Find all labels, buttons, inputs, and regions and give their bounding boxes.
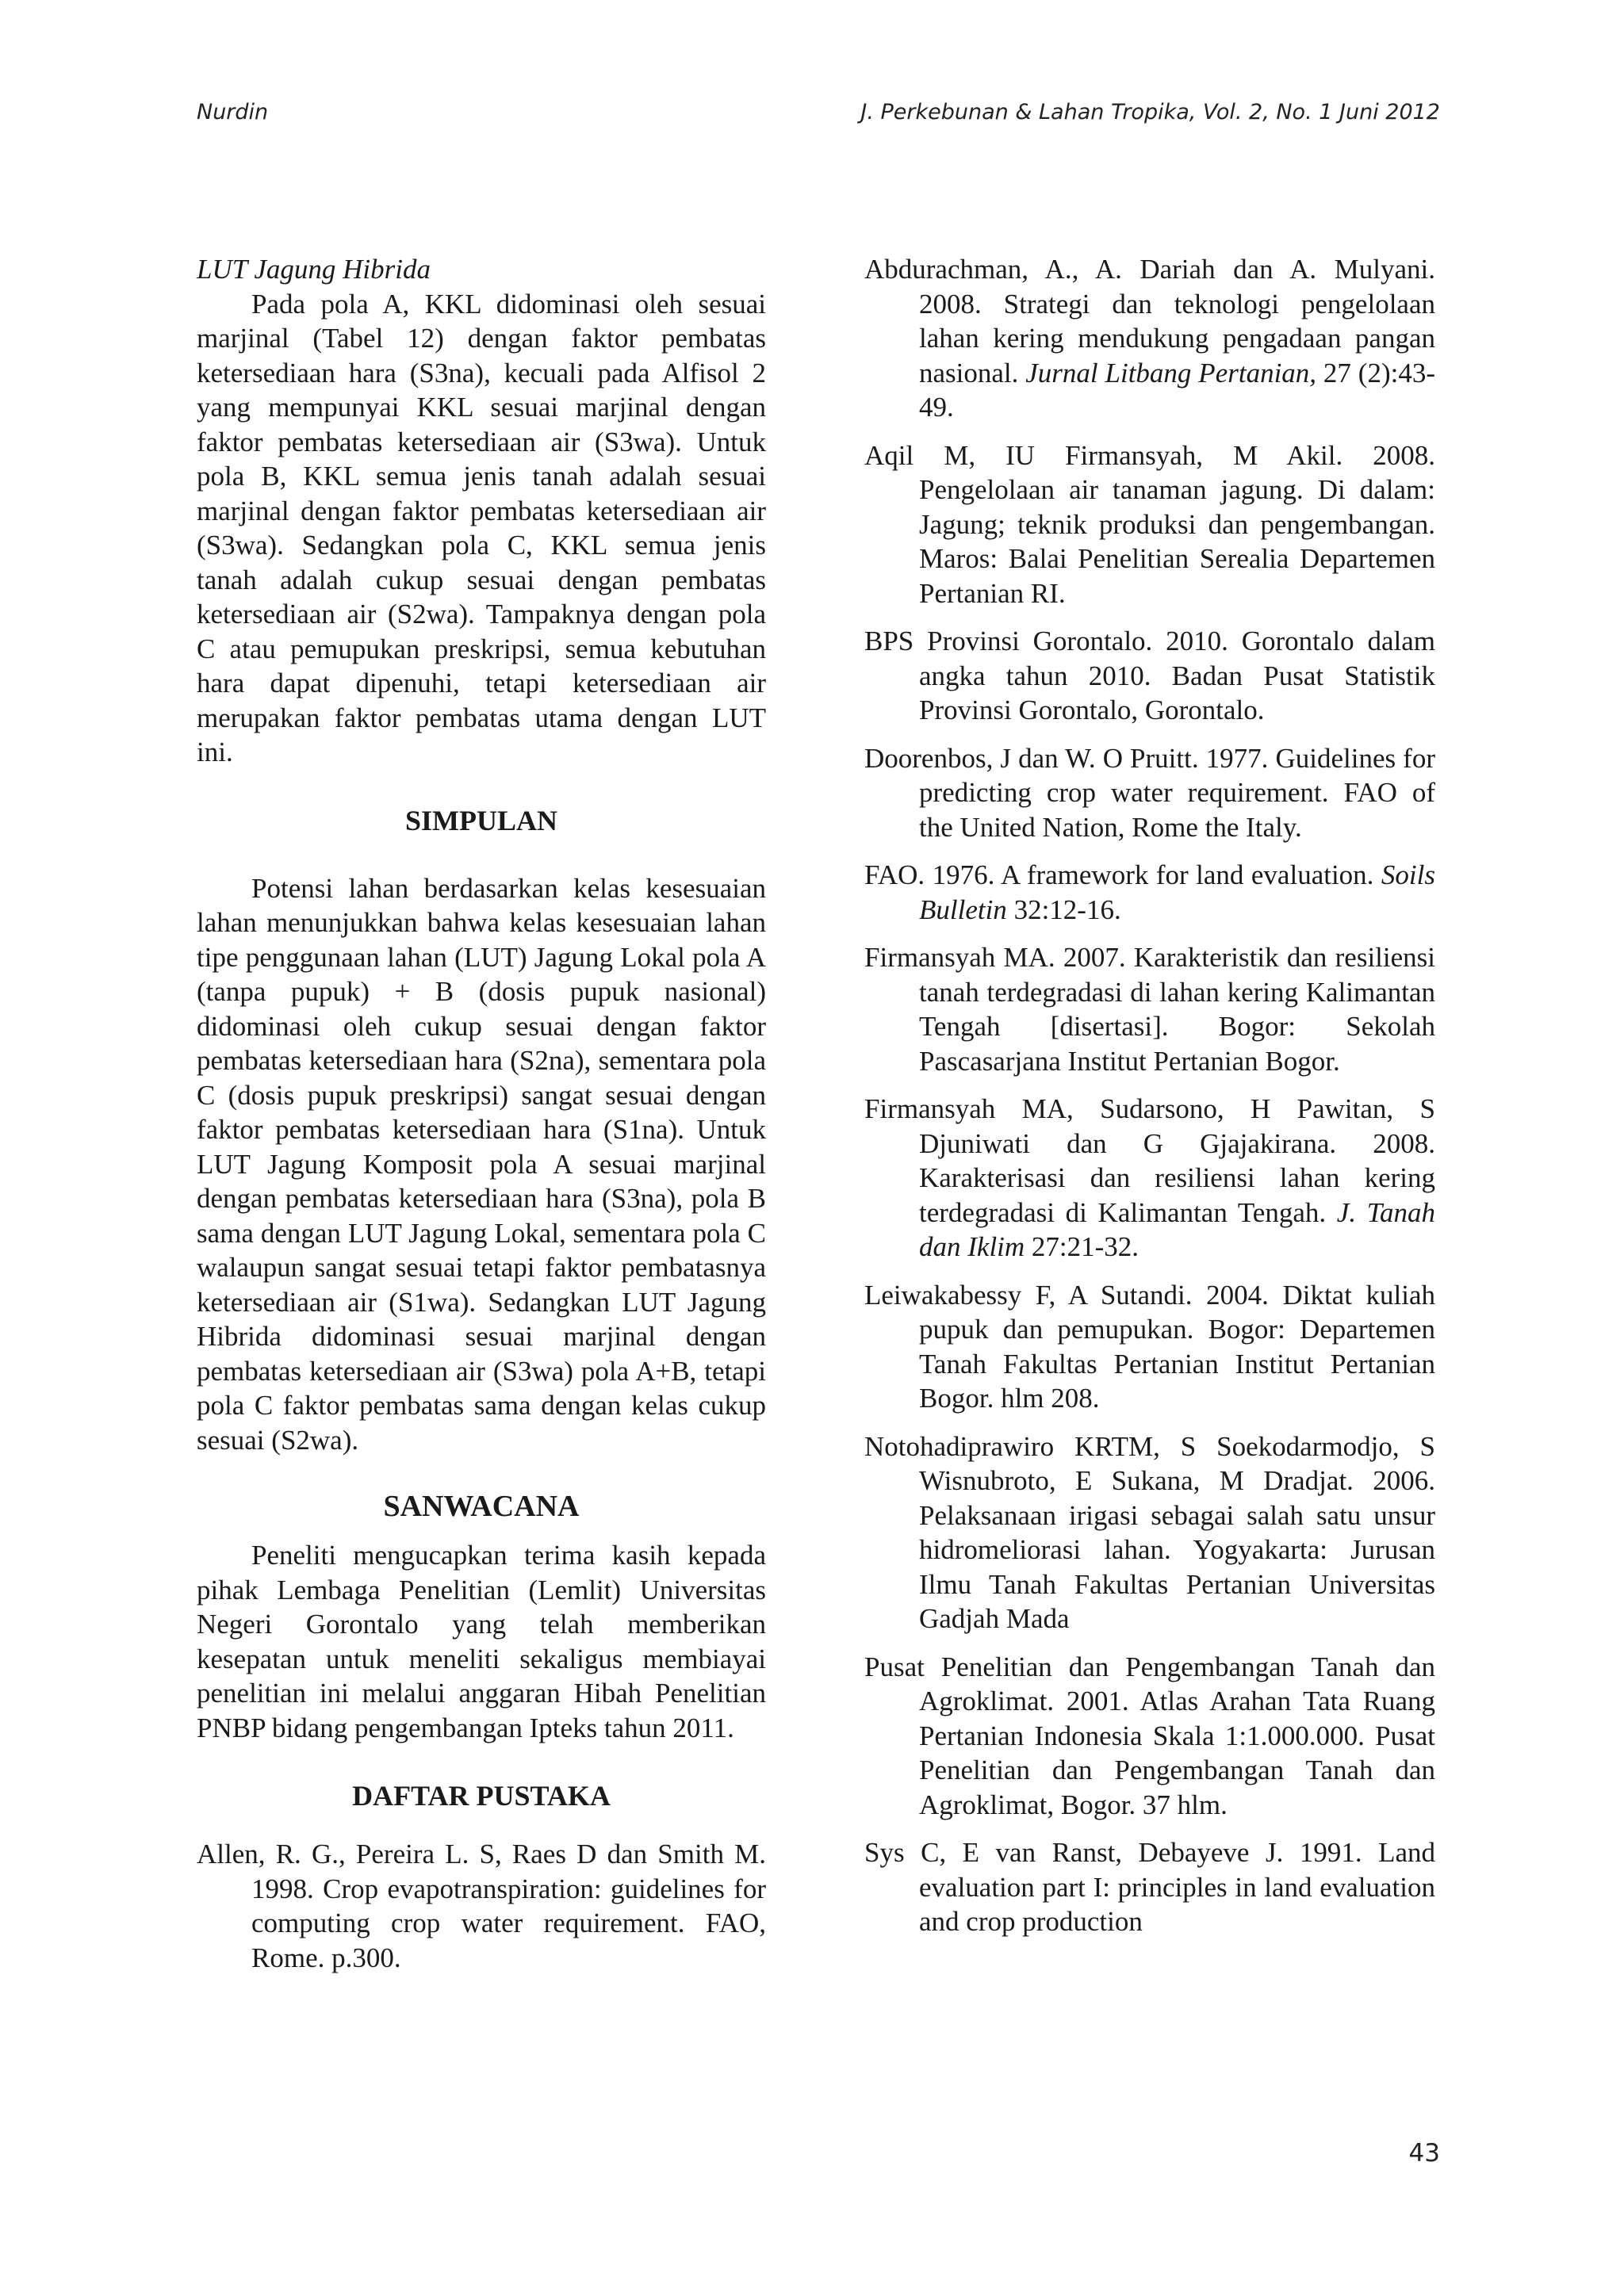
reference-pusat-penelitian: Pusat Penelitian dan Pengembangan Tanah dan Agroklimat. 2001. Atlas Arahan Tata Ruang Pertanian Indonesia Skala 1:1.000.000. Pusat Penelitian dan Pengembangan Tanah dan Agroklimat, Bogor. 37 hlm. [864, 1651, 1435, 1820]
paragraph-jagung-hibrida: Pada pola A, KKL didominasi oleh sesuai marjinal (Tabel 12) dengan faktor pembatas ketersediaan hara (S3na), kecuali pada Alfisol 2 yang mempunyai KKL sesuai marjinal dengan faktor pembatas ketersediaan air (S3wa). Untuk pola B, KKL semua jenis tanah adalah sesuai marjinal dengan faktor pembatas ketersediaan air (S3wa). Sedangkan pola C, KKL semua jenis tanah adalah cukup sesuai dengan pembatas ketersediaan air (S2wa). Tampaknya dengan pola C atau pemupukan preskripsi, semua kebutuhan hara dapat dipenuhi, tetapi ketersediaan air merupakan faktor pembatas utama dengan LUT ini. [197, 288, 766, 767]
reference-leiwakabessy: Leiwakabessy F, A Sutandi. 2004. Diktat kuliah pupuk dan pemupukan. Bogor: Departemen Tanah Fakultas Pertanian Institut Pertanian Bogor. hlm 208. [864, 1279, 1435, 1414]
reference-bps: BPS Provinsi Gorontalo. 2010. Gorontalo dalam angka tahun 2010. Badan Pusat Statistik Provinsi Gorontalo, Gorontalo. [864, 626, 1435, 725]
reference-notohadiprawiro: Notohadiprawiro KRTM, S Soekodarmodjo, S Wisnubroto, E Sukana, M Dradjat. 2006. Pelaksanaan irigasi sebagai salah satu unsur hidromeliorasi lahan. Yogyakarta: Jurusan Ilmu Tanah Fakultas Pertanian Universitas Gadjah Mada [864, 1430, 1435, 1634]
left-column [197, 252, 766, 1988]
ref-fao-journal: Soils Bulletin [919, 859, 1435, 925]
ref-fao-pages: 32:12-16. [1006, 894, 1121, 925]
ref-firmansyah2-journal: J. Tanah dan Iklim [919, 1196, 1435, 1262]
section-title-sanwacana: SANWACANA [383, 1490, 580, 1523]
right-column [864, 252, 1435, 1953]
paragraph-sanwacana: Peneliti mengucapkan terima kasih kepada pihak Lembaga Penelitian (Lemlit) Universitas Negeri Gorontalo yang telah memberikan kesepatan untuk meneliti sekaligus membiayai penelitian ini melalui anggaran Hibah Penelitian PNBP bidang pengembangan Ipteks tahun 2011. [197, 1540, 766, 1743]
ref-firmansyah2-pages: 27:21-32. [1025, 1231, 1139, 1262]
subheading-lut-jagung-hibrida: LUT Jagung Hibrida [197, 254, 431, 285]
running-header-journal: J. Perkebunan & Lahan Tropika, Vol. 2, No. 1 Juni 2012 [860, 100, 1440, 124]
ref-abdurachman-journal: Jurnal Litbang Pertanian, [1025, 357, 1317, 388]
reference-sys: Sys C, E van Ranst, Debayeve J. 1991. Land evaluation part I: principles in land evaluation and crop production [864, 1837, 1435, 1937]
reference-aqil: Aqil M, IU Firmansyah, M Akil. 2008. Pengelolaan air tanaman jagung. Di dalam: Jagung; teknik produksi dan pengembangan. Maros: Balai Penelitian Serealia Departemen Pertanian RI. [864, 439, 1435, 609]
reference-firmansyah-2007: Firmansyah MA. 2007. Karakteristik dan resiliensi tanah terdegradasi di lahan kering Kalimantan Tengah [disertasi]. Bogor: Sekolah Pascasarjana Institut Pertanian Bogor. [864, 942, 1435, 1077]
section-title-daftar-pustaka: DAFTAR PUSTAKA [352, 1780, 611, 1812]
paragraph-simpulan: Potensi lahan berdasarkan kelas kesesuaian lahan menunjukkan bahwa kelas kesesuaian lahan tipe penggunaan lahan (LUT) Jagung Lokal pola A (tanpa pupuk) + B (dosis pupuk nasional) didominasi oleh cukup sesuai dengan faktor pembatas ketersediaan hara (S2na), sementara pola C (dosis pupuk preskripsi) sangat sesuai dengan faktor pembatas ketersediaan hara (S1na). Untuk LUT Jagung Komposit pola A sesuai marjinal dengan pembatas ketersediaan hara (S3na), pola B sama dengan LUT Jagung Lokal, sementara pola C walaupun sangat sesuai tetapi faktor pembatasnya ketersediaan air (S1wa). Sedangkan LUT Jagung Hibrida didominasi sesuai marjinal dengan pembatas ketersediaan air (S3wa) pola A+B, tetapi pola C faktor pembatas sama dengan kelas cukup sesuai (S2wa). [197, 872, 766, 1456]
ref-fao-text: FAO. 1976. A framework for land evaluation. [864, 859, 1381, 890]
reference-abdurachman [864, 252, 1435, 425]
reference-doorenbos: Doorenbos, J dan W. O Pruitt. 1977. Guidelines for predicting crop water requirement. FAO of the United Nation, Rome the Italy. [864, 742, 1435, 843]
reference-allen: Allen, R. G., Pereira L. S, Raes D dan Smith M. 1998. Crop evapotranspiration: guidelines for computing crop water requirement. FAO, Rome. p.300. [197, 1839, 766, 1973]
ref-firmansyah2-text: Firmansyah MA, Sudarsono, H Pawitan, S Djuniwati dan G Gjajakirana. 2008. Karakterisasi dan resiliensi lahan kering terdegradasi di Kalimantan Tengah. [864, 1093, 1435, 1228]
running-header-author: Nurdin [197, 100, 269, 124]
ref-abdurachman-text: Abdurachman, A., A. Dariah dan A. Mulyani. 2008. Strategi dan teknologi pengelolaan lahan kering mendukung pengadaan pangan nasional. [864, 254, 1435, 388]
reference-firmansyah-2008 [864, 1092, 1435, 1265]
reference-fao [864, 858, 1435, 927]
page-number: 43 [1408, 2139, 1440, 2168]
ref-abdurachman-pages: 27 (2):43-49. [919, 357, 1435, 423]
section-title-simpulan: SIMPULAN [404, 804, 557, 836]
